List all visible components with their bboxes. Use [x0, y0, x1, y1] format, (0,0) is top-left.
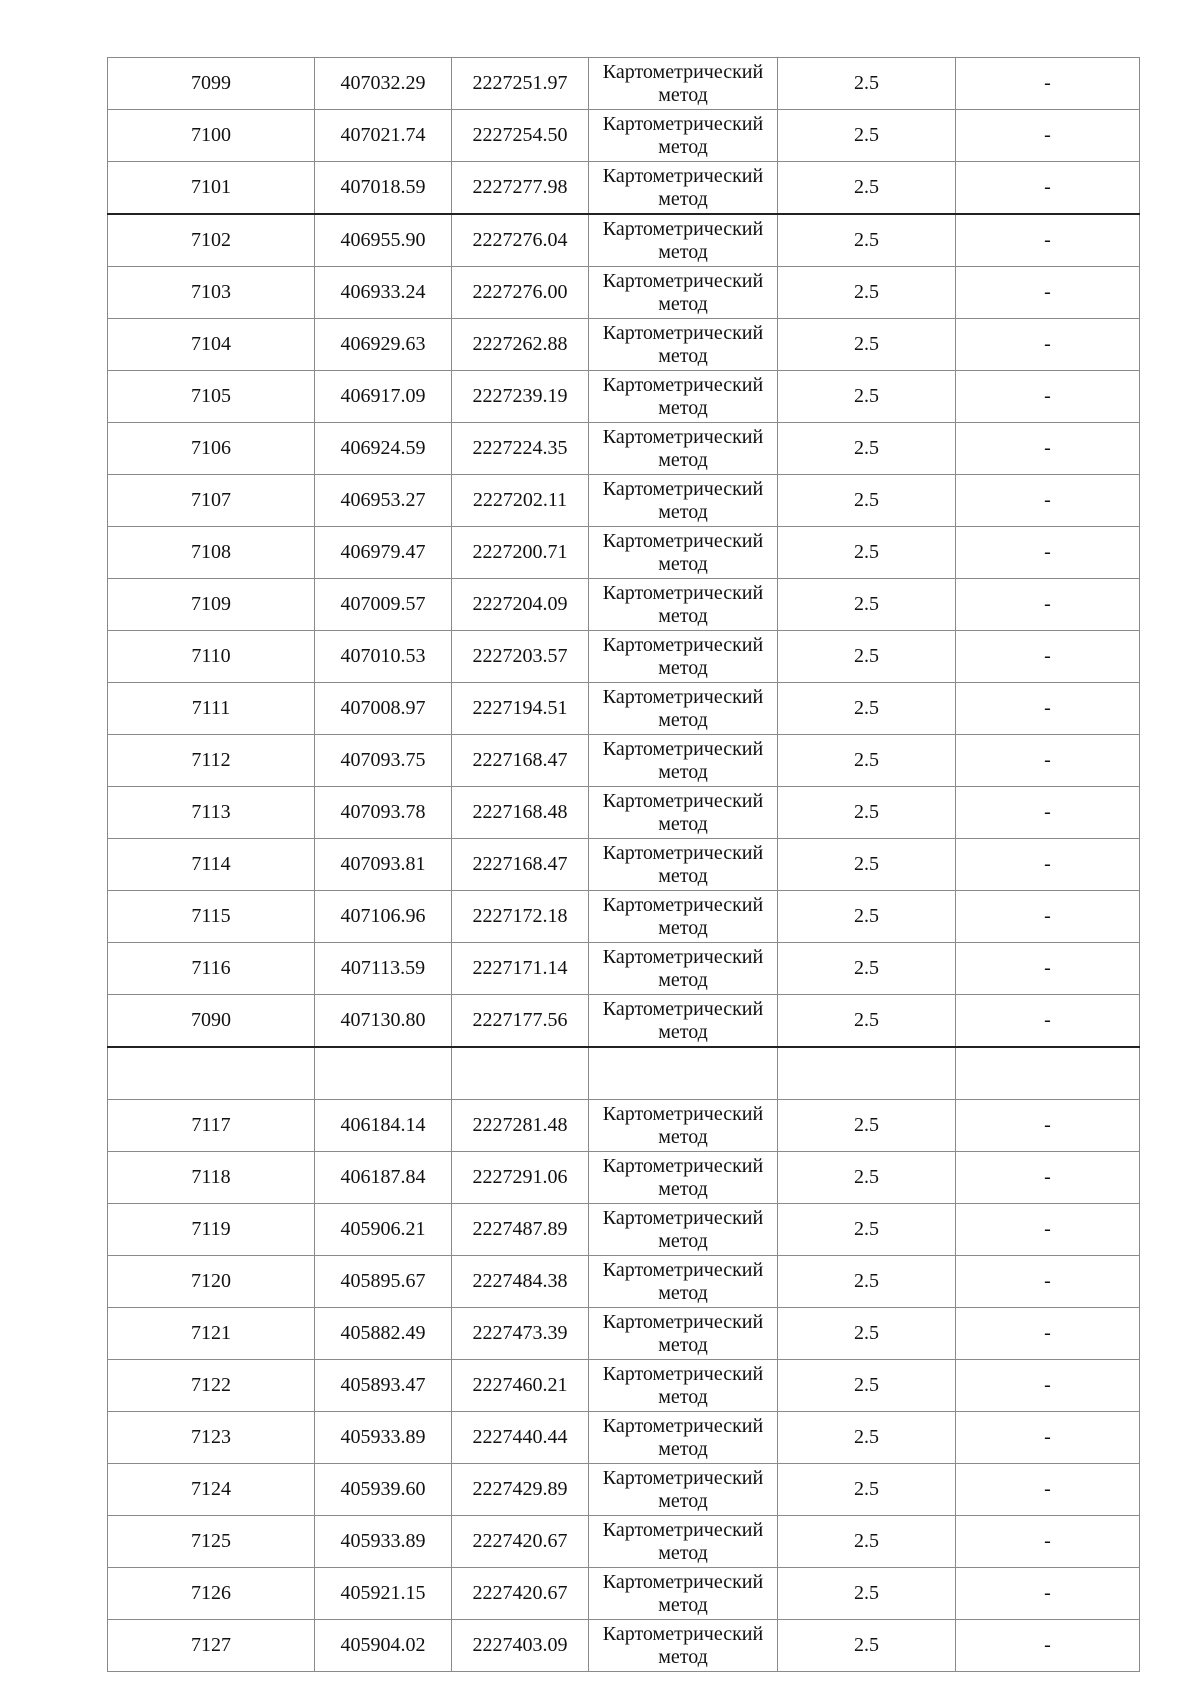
method-cell	[589, 371, 778, 423]
note-cell: -	[956, 1152, 1140, 1204]
method-line-1: Картометрический	[602, 1154, 764, 1177]
method-line-1: Картометрический	[602, 737, 764, 760]
method-line-2: метод	[658, 1541, 708, 1564]
x-coordinate-cell: 405904.02	[315, 1620, 452, 1672]
y-coordinate-cell: 2227194.51	[452, 683, 589, 735]
accuracy-cell: 2.5	[778, 631, 956, 683]
method-line-1: Картометрический	[602, 1102, 764, 1125]
y-coordinate-cell: 2227168.47	[452, 735, 589, 787]
method-cell	[589, 995, 778, 1048]
method-cell	[589, 162, 778, 215]
method-cell	[589, 475, 778, 527]
point-number-cell: 7103	[108, 267, 315, 319]
y-coordinate-cell: 2227276.04	[452, 214, 589, 267]
method-line-2: метод	[658, 1125, 708, 1148]
method-line-2: метод	[658, 968, 708, 991]
method-cell	[589, 1620, 778, 1672]
y-coordinate-cell: 2227484.38	[452, 1256, 589, 1308]
table-row	[108, 995, 1140, 1048]
method-line-2: метод	[658, 1020, 708, 1043]
method-cell	[589, 1308, 778, 1360]
accuracy-cell: 2.5	[778, 735, 956, 787]
x-coordinate-cell: 405895.67	[315, 1256, 452, 1308]
note-cell: -	[956, 1204, 1140, 1256]
x-coordinate-cell: 407032.29	[315, 58, 452, 110]
table-row	[108, 1464, 1140, 1516]
y-coordinate-cell: 2227291.06	[452, 1152, 589, 1204]
accuracy-cell: 2.5	[778, 839, 956, 891]
note-cell: -	[956, 267, 1140, 319]
x-coordinate-cell: 407009.57	[315, 579, 452, 631]
table-row	[108, 579, 1140, 631]
x-coordinate-cell: 405933.89	[315, 1516, 452, 1568]
method-line-2: метод	[658, 916, 708, 939]
point-number-cell: 7124	[108, 1464, 315, 1516]
method-cell	[589, 319, 778, 371]
point-number-cell: 7111	[108, 683, 315, 735]
note-cell: -	[956, 1568, 1140, 1620]
y-coordinate-cell: 2227429.89	[452, 1464, 589, 1516]
accuracy-cell: 2.5	[778, 1568, 956, 1620]
method-line-2: метод	[658, 604, 708, 627]
accuracy-cell: 2.5	[778, 319, 956, 371]
note-cell: -	[956, 1100, 1140, 1152]
accuracy-cell: 2.5	[778, 891, 956, 943]
method-cell	[589, 891, 778, 943]
table-row	[108, 683, 1140, 735]
x-coordinate-cell: 407021.74	[315, 110, 452, 162]
x-coordinate-cell: 406929.63	[315, 319, 452, 371]
method-cell	[589, 1256, 778, 1308]
table-row	[108, 475, 1140, 527]
y-coordinate-cell: 2227440.44	[452, 1412, 589, 1464]
note-cell: -	[956, 579, 1140, 631]
x-coordinate-cell: 405933.89	[315, 1412, 452, 1464]
point-number-cell: 7123	[108, 1412, 315, 1464]
note-cell: -	[956, 162, 1140, 215]
method-cell	[589, 1360, 778, 1412]
method-line-2: метод	[658, 708, 708, 731]
method-line-1: Картометрический	[602, 945, 764, 968]
method-line-1: Картометрический	[602, 217, 764, 240]
method-line-2: метод	[658, 344, 708, 367]
y-coordinate-cell: 2227172.18	[452, 891, 589, 943]
method-line-1: Картометрический	[602, 1518, 764, 1541]
x-coordinate-cell: 406979.47	[315, 527, 452, 579]
x-coordinate-cell: 405893.47	[315, 1360, 452, 1412]
method-line-1: Картометрический	[602, 425, 764, 448]
method-line-2: метод	[658, 240, 708, 263]
table-row	[108, 1360, 1140, 1412]
point-number-cell: 7099	[108, 58, 315, 110]
table-row	[108, 1568, 1140, 1620]
table-row	[108, 1256, 1140, 1308]
note-cell: -	[956, 1308, 1140, 1360]
accuracy-cell: 2.5	[778, 943, 956, 995]
table-row	[108, 943, 1140, 995]
accuracy-cell	[778, 1047, 956, 1100]
method-cell	[589, 1412, 778, 1464]
x-coordinate-cell: 407093.81	[315, 839, 452, 891]
table-row	[108, 1620, 1140, 1672]
x-coordinate-cell: 407008.97	[315, 683, 452, 735]
method-cell	[589, 527, 778, 579]
table-row	[108, 58, 1140, 110]
method-line-1: Картометрический	[602, 529, 764, 552]
note-cell: -	[956, 58, 1140, 110]
method-line-1: Картометрический	[602, 112, 764, 135]
point-number-cell: 7101	[108, 162, 315, 215]
method-line-1: Картометрический	[602, 1310, 764, 1333]
table-row	[108, 1412, 1140, 1464]
point-number-cell: 7114	[108, 839, 315, 891]
note-cell: -	[956, 1256, 1140, 1308]
y-coordinate-cell	[452, 1047, 589, 1100]
y-coordinate-cell: 2227262.88	[452, 319, 589, 371]
x-coordinate-cell: 405906.21	[315, 1204, 452, 1256]
table-row	[108, 1308, 1140, 1360]
y-coordinate-cell: 2227168.48	[452, 787, 589, 839]
accuracy-cell: 2.5	[778, 267, 956, 319]
x-coordinate-cell: 406953.27	[315, 475, 452, 527]
table-row	[108, 735, 1140, 787]
note-cell: -	[956, 683, 1140, 735]
method-line-2: метод	[658, 864, 708, 887]
x-coordinate-cell: 406917.09	[315, 371, 452, 423]
y-coordinate-cell: 2227177.56	[452, 995, 589, 1048]
method-line-1: Картометрический	[602, 269, 764, 292]
y-coordinate-cell: 2227204.09	[452, 579, 589, 631]
note-cell: -	[956, 1464, 1140, 1516]
method-cell	[589, 214, 778, 267]
point-number-cell: 7110	[108, 631, 315, 683]
method-line-1: Картометрический	[602, 789, 764, 812]
accuracy-cell: 2.5	[778, 1464, 956, 1516]
table-row	[108, 267, 1140, 319]
table-row	[108, 162, 1140, 215]
note-cell: -	[956, 631, 1140, 683]
accuracy-cell: 2.5	[778, 1100, 956, 1152]
y-coordinate-cell: 2227460.21	[452, 1360, 589, 1412]
x-coordinate-cell: 406933.24	[315, 267, 452, 319]
method-line-2: метод	[658, 396, 708, 419]
x-coordinate-cell: 405921.15	[315, 1568, 452, 1620]
method-cell	[589, 1464, 778, 1516]
y-coordinate-cell: 2227277.98	[452, 162, 589, 215]
method-line-2: метод	[658, 656, 708, 679]
point-number-cell: 7116	[108, 943, 315, 995]
x-coordinate-cell: 407093.78	[315, 787, 452, 839]
method-line-2: метод	[658, 1437, 708, 1460]
point-number-cell: 7122	[108, 1360, 315, 1412]
note-cell: -	[956, 423, 1140, 475]
point-number-cell: 7102	[108, 214, 315, 267]
accuracy-cell: 2.5	[778, 527, 956, 579]
point-number-cell: 7120	[108, 1256, 315, 1308]
note-cell: -	[956, 1620, 1140, 1672]
x-coordinate-cell: 405939.60	[315, 1464, 452, 1516]
method-line-1: Картометрический	[602, 893, 764, 916]
accuracy-cell: 2.5	[778, 683, 956, 735]
method-line-2: метод	[658, 448, 708, 471]
accuracy-cell: 2.5	[778, 162, 956, 215]
method-line-2: метод	[658, 1333, 708, 1356]
x-coordinate-cell: 405882.49	[315, 1308, 452, 1360]
accuracy-cell: 2.5	[778, 1412, 956, 1464]
y-coordinate-cell: 2227200.71	[452, 527, 589, 579]
point-number-cell: 7125	[108, 1516, 315, 1568]
y-coordinate-cell: 2227203.57	[452, 631, 589, 683]
note-cell: -	[956, 787, 1140, 839]
accuracy-cell: 2.5	[778, 371, 956, 423]
method-line-1: Картометрический	[602, 841, 764, 864]
method-line-1: Картометрический	[602, 477, 764, 500]
method-line-2: метод	[658, 1229, 708, 1252]
x-coordinate-cell: 407093.75	[315, 735, 452, 787]
method-line-2: метод	[658, 135, 708, 158]
method-cell	[589, 1568, 778, 1620]
method-line-1: Картометрический	[602, 60, 764, 83]
point-number-cell: 7113	[108, 787, 315, 839]
y-coordinate-cell: 2227420.67	[452, 1568, 589, 1620]
accuracy-cell: 2.5	[778, 58, 956, 110]
method-line-2: метод	[658, 552, 708, 575]
table-row	[108, 631, 1140, 683]
method-line-2: метод	[658, 1645, 708, 1668]
y-coordinate-cell: 2227254.50	[452, 110, 589, 162]
method-cell	[589, 1152, 778, 1204]
table-row	[108, 214, 1140, 267]
x-coordinate-cell: 406184.14	[315, 1100, 452, 1152]
accuracy-cell: 2.5	[778, 1152, 956, 1204]
point-number-cell: 7117	[108, 1100, 315, 1152]
y-coordinate-cell: 2227202.11	[452, 475, 589, 527]
y-coordinate-cell: 2227239.19	[452, 371, 589, 423]
note-cell	[956, 1047, 1140, 1100]
accuracy-cell: 2.5	[778, 1360, 956, 1412]
coordinates-table-body	[108, 58, 1140, 1672]
accuracy-cell: 2.5	[778, 579, 956, 631]
method-cell	[589, 110, 778, 162]
method-cell	[589, 267, 778, 319]
table-row	[108, 371, 1140, 423]
method-cell	[589, 787, 778, 839]
note-cell: -	[956, 527, 1140, 579]
note-cell: -	[956, 943, 1140, 995]
point-number-cell: 7118	[108, 1152, 315, 1204]
y-coordinate-cell: 2227171.14	[452, 943, 589, 995]
table-row	[108, 527, 1140, 579]
method-line-2: метод	[658, 500, 708, 523]
note-cell: -	[956, 839, 1140, 891]
note-cell: -	[956, 1412, 1140, 1464]
method-line-2: метод	[658, 187, 708, 210]
x-coordinate-cell: 407130.80	[315, 995, 452, 1048]
method-line-1: Картометрический	[602, 321, 764, 344]
point-number-cell: 7121	[108, 1308, 315, 1360]
note-cell: -	[956, 1360, 1140, 1412]
method-cell	[589, 735, 778, 787]
table-row	[108, 787, 1140, 839]
x-coordinate-cell: 406955.90	[315, 214, 452, 267]
method-cell	[589, 1047, 778, 1100]
method-line-1: Картометрический	[602, 1622, 764, 1645]
method-cell	[589, 579, 778, 631]
point-number-cell: 7119	[108, 1204, 315, 1256]
method-line-1: Картометрический	[602, 1258, 764, 1281]
table-row	[108, 319, 1140, 371]
accuracy-cell: 2.5	[778, 1620, 956, 1672]
x-coordinate-cell: 407010.53	[315, 631, 452, 683]
accuracy-cell: 2.5	[778, 995, 956, 1048]
accuracy-cell: 2.5	[778, 110, 956, 162]
note-cell: -	[956, 319, 1140, 371]
method-line-2: метод	[658, 1177, 708, 1200]
y-coordinate-cell: 2227224.35	[452, 423, 589, 475]
note-cell: -	[956, 110, 1140, 162]
x-coordinate-cell: 407018.59	[315, 162, 452, 215]
point-number-cell: 7112	[108, 735, 315, 787]
point-number-cell: 7106	[108, 423, 315, 475]
table-row-blank	[108, 1047, 1140, 1100]
method-line-1: Картометрический	[602, 997, 764, 1020]
y-coordinate-cell: 2227473.39	[452, 1308, 589, 1360]
coordinates-table	[107, 57, 1140, 1672]
method-cell	[589, 1516, 778, 1568]
method-cell	[589, 839, 778, 891]
method-line-1: Картометрический	[602, 1570, 764, 1593]
note-cell: -	[956, 371, 1140, 423]
accuracy-cell: 2.5	[778, 214, 956, 267]
method-cell	[589, 423, 778, 475]
table-row	[108, 1516, 1140, 1568]
method-line-2: метод	[658, 292, 708, 315]
table-row	[108, 1204, 1140, 1256]
accuracy-cell: 2.5	[778, 475, 956, 527]
point-number-cell: 7090	[108, 995, 315, 1048]
point-number-cell: 7105	[108, 371, 315, 423]
method-line-2: метод	[658, 1385, 708, 1408]
y-coordinate-cell: 2227281.48	[452, 1100, 589, 1152]
x-coordinate-cell	[315, 1047, 452, 1100]
point-number-cell: 7104	[108, 319, 315, 371]
table-row	[108, 110, 1140, 162]
note-cell: -	[956, 475, 1140, 527]
method-cell	[589, 1100, 778, 1152]
accuracy-cell: 2.5	[778, 1204, 956, 1256]
method-line-1: Картометрический	[602, 373, 764, 396]
y-coordinate-cell: 2227403.09	[452, 1620, 589, 1672]
point-number-cell: 7115	[108, 891, 315, 943]
method-line-1: Картометрический	[602, 1362, 764, 1385]
method-line-2: метод	[658, 83, 708, 106]
accuracy-cell: 2.5	[778, 1308, 956, 1360]
method-cell	[589, 943, 778, 995]
note-cell: -	[956, 995, 1140, 1048]
method-line-2: метод	[658, 1281, 708, 1304]
y-coordinate-cell: 2227420.67	[452, 1516, 589, 1568]
method-line-1: Картометрический	[602, 164, 764, 187]
x-coordinate-cell: 407106.96	[315, 891, 452, 943]
method-line-1: Картометрический	[602, 581, 764, 604]
method-cell	[589, 631, 778, 683]
x-coordinate-cell: 406187.84	[315, 1152, 452, 1204]
method-line-1: Картометрический	[602, 1206, 764, 1229]
method-line-2: метод	[658, 812, 708, 835]
method-line-2: метод	[658, 1489, 708, 1512]
x-coordinate-cell: 407113.59	[315, 943, 452, 995]
point-number-cell: 7126	[108, 1568, 315, 1620]
table-row	[108, 423, 1140, 475]
point-number-cell: 7108	[108, 527, 315, 579]
point-number-cell: 7109	[108, 579, 315, 631]
y-coordinate-cell: 2227487.89	[452, 1204, 589, 1256]
table-row	[108, 891, 1140, 943]
accuracy-cell: 2.5	[778, 1516, 956, 1568]
note-cell: -	[956, 735, 1140, 787]
x-coordinate-cell: 406924.59	[315, 423, 452, 475]
method-line-2: метод	[658, 760, 708, 783]
accuracy-cell: 2.5	[778, 1256, 956, 1308]
method-line-1: Картометрический	[602, 685, 764, 708]
accuracy-cell: 2.5	[778, 787, 956, 839]
note-cell: -	[956, 214, 1140, 267]
table-row	[108, 839, 1140, 891]
method-cell	[589, 58, 778, 110]
y-coordinate-cell: 2227168.47	[452, 839, 589, 891]
method-line-1: Картометрический	[602, 633, 764, 656]
point-number-cell: 7127	[108, 1620, 315, 1672]
note-cell: -	[956, 1516, 1140, 1568]
point-number-cell: 7107	[108, 475, 315, 527]
point-number-cell	[108, 1047, 315, 1100]
point-number-cell: 7100	[108, 110, 315, 162]
y-coordinate-cell: 2227276.00	[452, 267, 589, 319]
method-cell	[589, 1204, 778, 1256]
method-line-1: Картометрический	[602, 1466, 764, 1489]
note-cell: -	[956, 891, 1140, 943]
y-coordinate-cell: 2227251.97	[452, 58, 589, 110]
accuracy-cell: 2.5	[778, 423, 956, 475]
table-row	[108, 1100, 1140, 1152]
table-row	[108, 1152, 1140, 1204]
method-line-2: метод	[658, 1593, 708, 1616]
method-cell	[589, 683, 778, 735]
method-line-1: Картометрический	[602, 1414, 764, 1437]
